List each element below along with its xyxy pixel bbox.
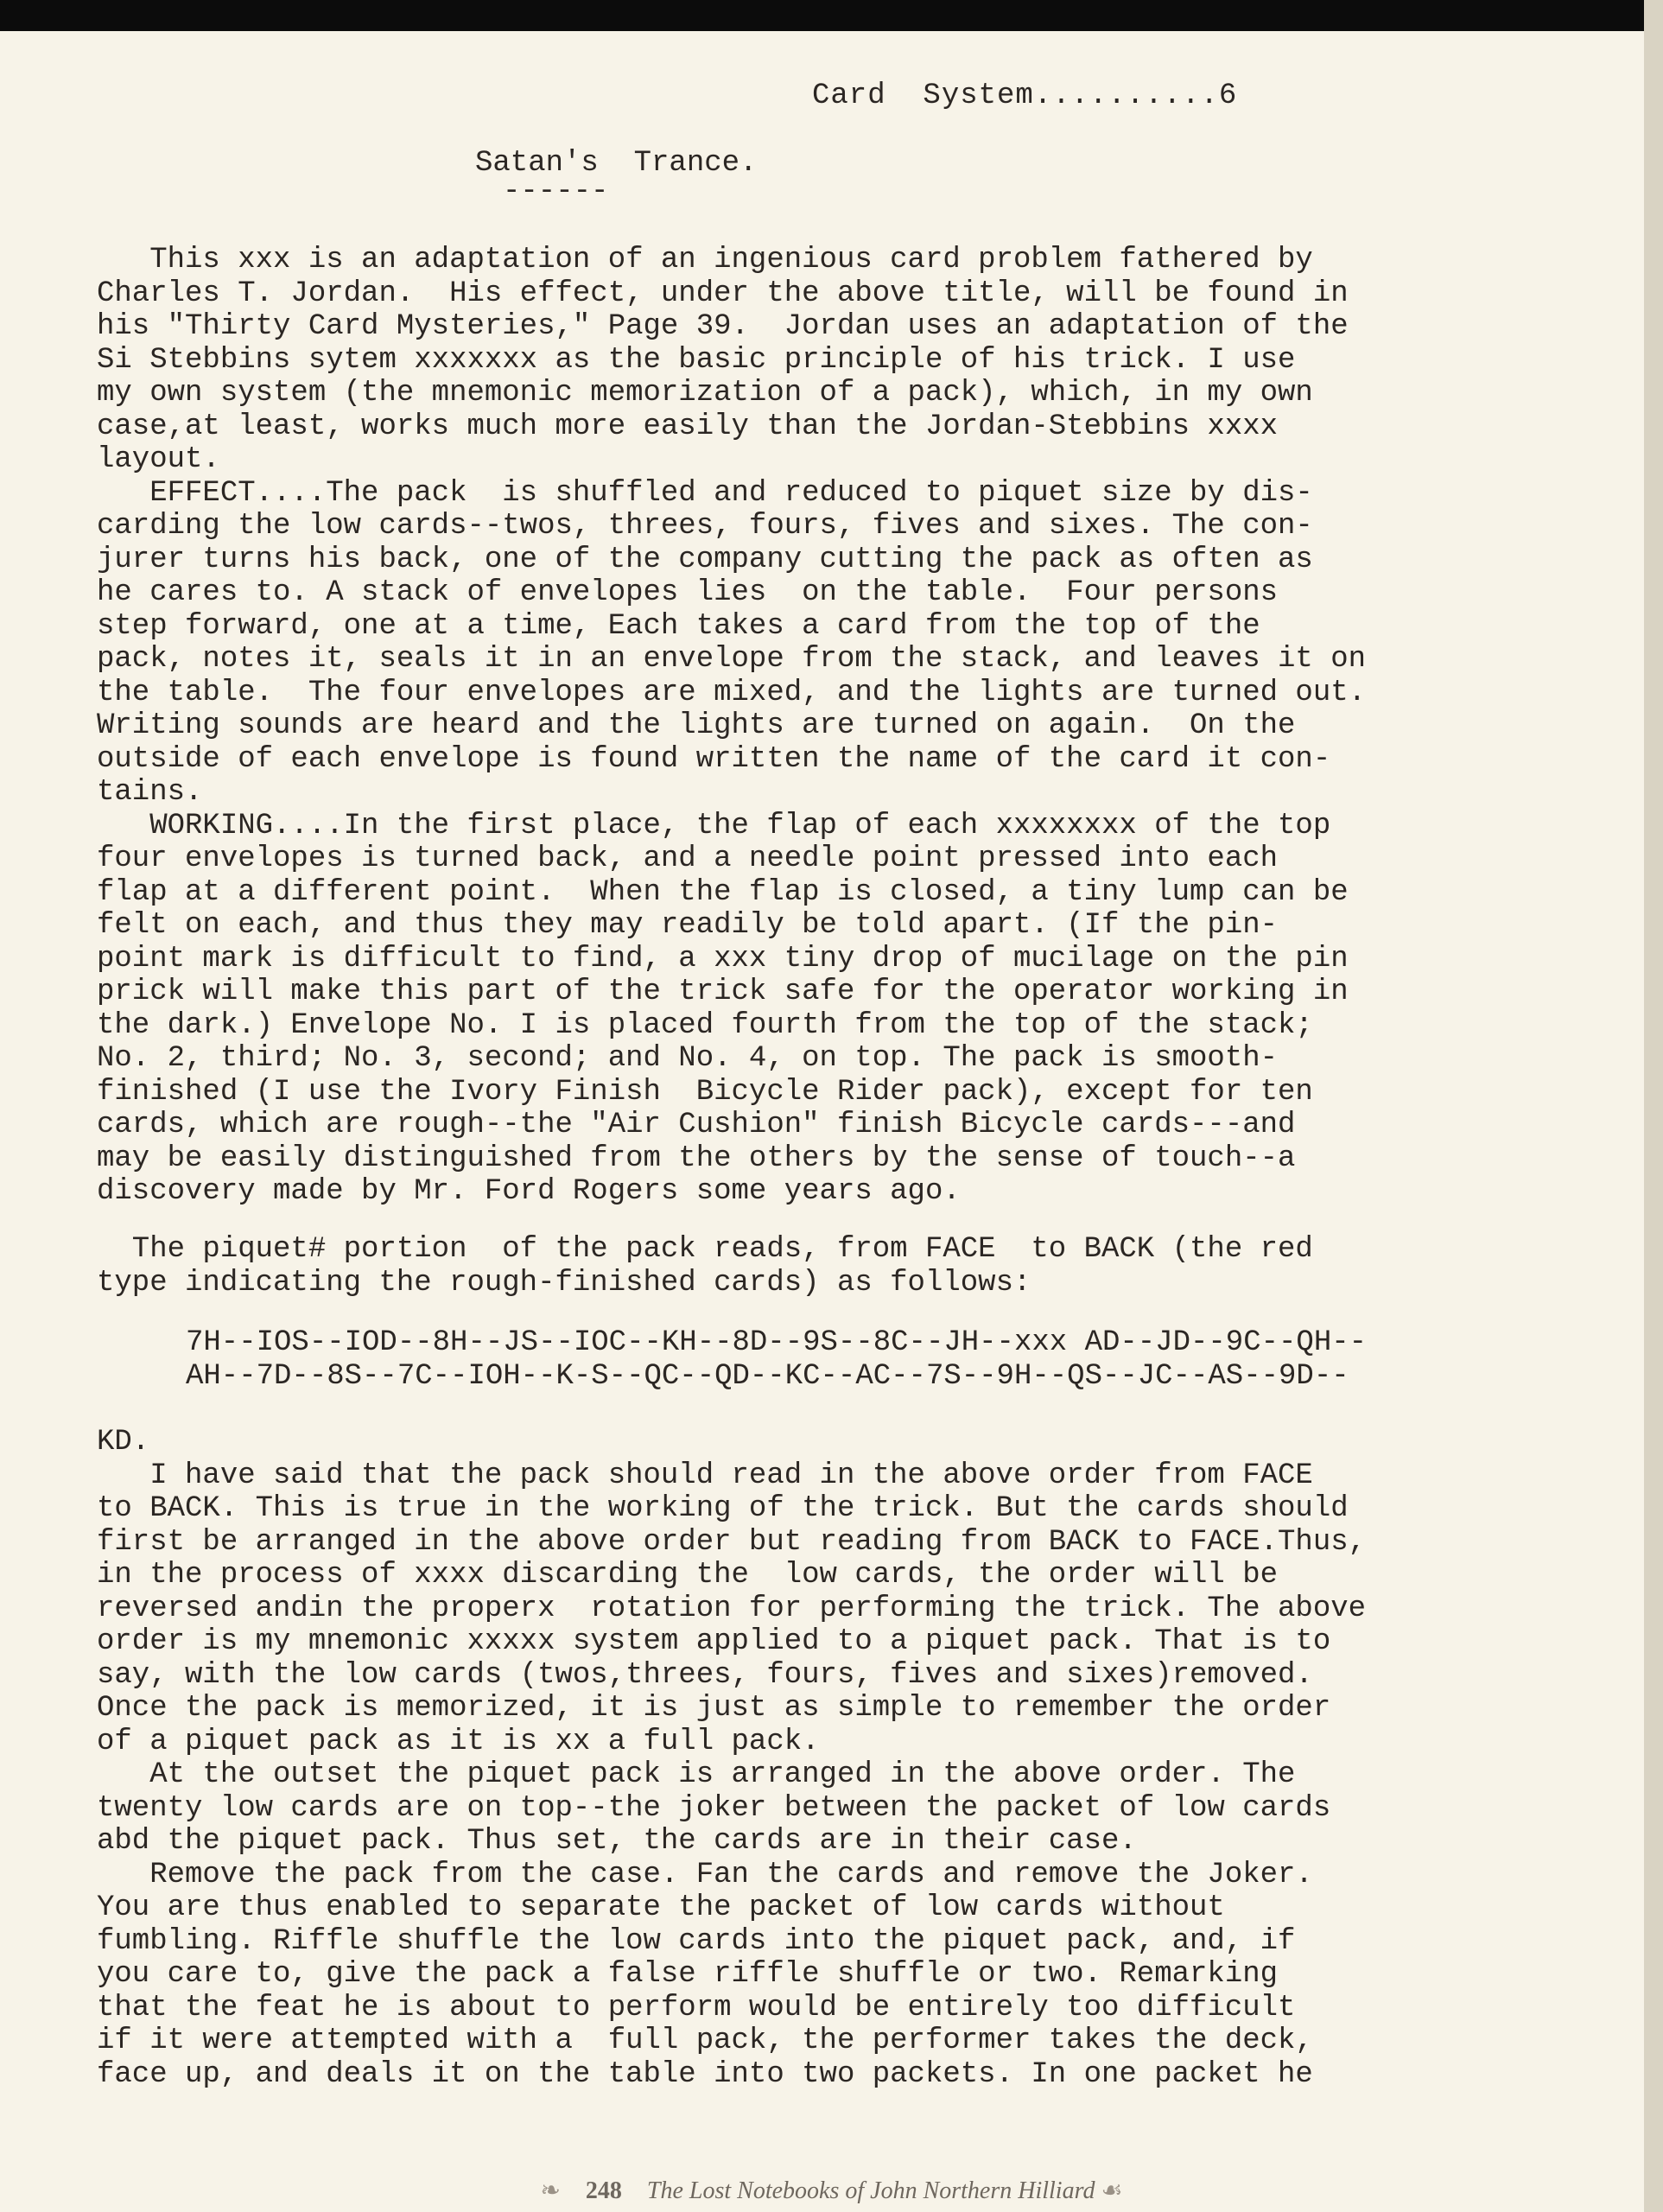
text-line: say, with the low cards (twos,threes, fours, fives and sixes)removed.: [97, 1658, 1313, 1692]
text-line: flap at a different point. When the flap is closed, a tiny lump can be: [97, 875, 1349, 909]
page-title: Satan's Trance.: [475, 147, 758, 180]
text-line: pack, notes it, seals it in an envelope from the stack, and leaves it on: [97, 643, 1367, 676]
text-line: my own system (the mnemonic memorization of a pack), which, in my own: [97, 377, 1313, 410]
text-line: tains.: [97, 776, 203, 809]
text-line: finished (I use the Ivory Finish Bicycle Rider pack), except for ten: [97, 1075, 1313, 1109]
text-line: carding the low cards--twos, threes, fours, fives and sixes. The con-: [97, 510, 1313, 543]
text-line: Charles T. Jordan. His effect, under the above title, will be found in: [97, 276, 1349, 310]
text-line: AH--7D--8S--7C--IOH--K-S--QC--QD--KC--AC--7S--9H--QS--JC--AS--9D--: [186, 1359, 1349, 1393]
text-line: may be easily distinguished from the others by the sense of touch--a: [97, 1141, 1296, 1175]
text-line: type indicating the rough-finished cards) as follows:: [97, 1266, 1031, 1300]
text-line: Si Stebbins sytem xxxxxxx as the basic principle of his trick. I use: [97, 343, 1296, 377]
text-line: of a piquet pack as it is xx a full pack.: [97, 1725, 820, 1758]
text-line: first be arranged in the above order but reading from BACK to FACE.Thus,: [97, 1525, 1367, 1559]
text-line: EFFECT....The pack is shuffled and reduced to piquet size by dis-: [97, 476, 1313, 510]
text-line: case,at least, works much more easily than the Jordan-Stebbins xxxx: [97, 410, 1279, 443]
page-footer: [0, 2176, 1663, 2205]
text-line: Remove the pack from the case. Fan the cards and remove the Joker.: [97, 1858, 1313, 1891]
footer-page-number: 248: [585, 2177, 622, 2204]
text-line: The piquet# portion of the pack reads, from FACE to BACK (the red: [97, 1233, 1313, 1266]
scan-right-edge: [1644, 0, 1663, 2212]
title-rule: ------: [503, 175, 609, 208]
card-order-list: [186, 1326, 1367, 1393]
text-line: his "Thirty Card Mysteries," Page 39. Jordan uses an adaptation of the: [97, 310, 1349, 343]
text-line: in the process of xxxx discarding the low cards, the order will be: [97, 1559, 1279, 1592]
text-line: WORKING....In the first place, the flap of each xxxxxxxx of the top: [97, 809, 1331, 842]
text-line: No. 2, third; No. 3, second; and No. 4, on top. The pack is smooth-: [97, 1042, 1279, 1075]
ornament-left-icon: ❧: [540, 2177, 561, 2204]
text-line: KD.: [97, 1426, 150, 1459]
text-line: reversed andin the properx rotation for performing the trick. The above: [97, 1592, 1367, 1625]
text-line: prick will make this part of the trick safe for the operator working in: [97, 976, 1349, 1008]
text-line: abd the piquet pack. Thus set, the cards are in their case.: [97, 1825, 1137, 1858]
text-line: layout.: [97, 443, 220, 476]
footer-book-title: The Lost Notebooks of John Northern Hilliard: [646, 2177, 1095, 2204]
ornament-right-icon: ☙: [1101, 2177, 1123, 2204]
text-line: 7H--IOS--IOD--8H--JS--IOC--KH--8D--9S--8C--JH--xxx AD--JD--9C--QH--: [186, 1326, 1368, 1359]
text-line: the dark.) Envelope No. I is placed fourth from the top of the stack;: [97, 1008, 1313, 1042]
text-line: You are thus enabled to separate the packet of low cards without: [97, 1891, 1225, 1924]
text-line: felt on each, and thus they may readily be told apart. (If the pin-: [97, 909, 1279, 942]
text-line: This xxx is an adaptation of an ingenious card problem fathered by: [97, 244, 1313, 276]
body-paragraph-piquet: [97, 1233, 1313, 1300]
text-line: that the feat he is about to perform would be entirely too difficult: [97, 1991, 1296, 2024]
text-line: face up, and deals it on the table into two packets. In one packet he: [97, 2057, 1313, 2091]
text-line: order is my mnemonic xxxxx system applied to a piquet pack. That is to: [97, 1625, 1331, 1658]
text-line: twenty low cards are on top--the joker between the packet of low cards: [97, 1791, 1331, 1825]
text-line: Writing sounds are heard and the lights are turned on again. On the: [97, 709, 1296, 742]
text-line: jurer turns his back, one of the company cutting the pack as often as: [97, 543, 1313, 576]
text-line: At the outset the piquet pack is arranged in the above order. The: [97, 1758, 1296, 1791]
text-line: fumbling. Riffle shuffle the low cards into the piquet pack, and, if: [97, 1924, 1296, 1958]
text-line: discovery made by Mr. Ford Rogers some years ago.: [97, 1175, 961, 1208]
body-paragraph-arrangement: [97, 1426, 1366, 2091]
text-line: point mark is difficult to find, a xxx tiny drop of mucilage on the pin: [97, 942, 1349, 976]
text-line: Once the pack is memorized, it is just as simple to remember the order: [97, 1692, 1331, 1725]
text-line: I have said that the pack should read in the above order from FACE: [97, 1459, 1313, 1492]
text-line: if it were attempted with a full pack, the performer takes the deck,: [97, 2024, 1313, 2057]
scan-top-edge: [0, 0, 1663, 31]
text-line: cards, which are rough--the "Air Cushion" finish Bicycle cards---and: [97, 1109, 1296, 1141]
text-line: he cares to. A stack of envelopes lies on the table. Four persons: [97, 576, 1279, 609]
text-line: you care to, give the pack a false riffle shuffle or two. Remarking: [97, 1958, 1279, 1991]
text-line: the table. The four envelopes are mixed, and the lights are turned out.: [97, 676, 1367, 709]
text-line: to BACK. This is true in the working of the trick. But the cards should: [97, 1492, 1349, 1525]
page-header: Card System..........6: [812, 79, 1238, 112]
text-line: four envelopes is turned back, and a needle point pressed into each: [97, 842, 1279, 875]
text-line: step forward, one at a time, Each takes a card from the top of the: [97, 609, 1260, 643]
text-line: outside of each envelope is found written the name of the card it con-: [97, 742, 1331, 776]
body-paragraph-effect-working: [97, 244, 1366, 1209]
